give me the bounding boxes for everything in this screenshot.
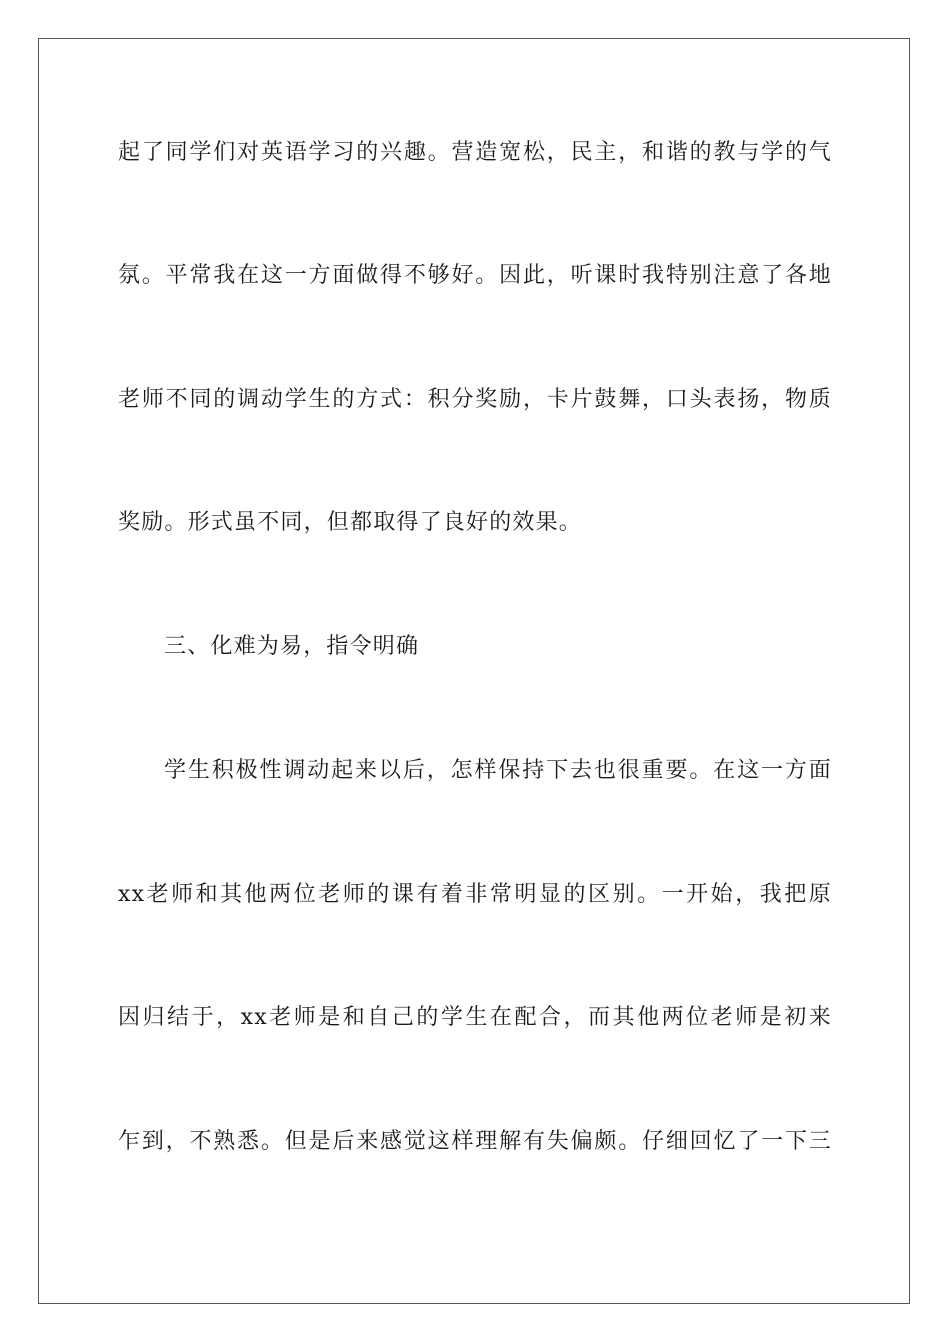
section-heading: 三、化难为易，指令明确: [164, 634, 420, 659]
body-text-line: 因归结于，xx老师是和自己的学生在配合，而其他两位老师是初来: [118, 1005, 832, 1030]
body-text-line: xx老师和其他两位老师的课有着非常明显的区别。一开始，我把原: [118, 882, 832, 907]
page-border: [38, 38, 910, 1304]
body-text-line: 起了同学们对英语学习的兴趣。营造宽松，民主，和谐的教与学的气: [118, 140, 832, 165]
body-text-line: 乍到，不熟悉。但是后来感觉这样理解有失偏颇。仔细回忆了一下三: [118, 1129, 832, 1154]
body-text-line: 奖励。形式虽不同，但都取得了良好的效果。: [118, 510, 583, 535]
paragraph-first-line: 学生积极性调动起来以后，怎样保持下去也很重要。在这一方面: [164, 758, 832, 783]
body-text-line: 老师不同的调动学生的方式：积分奖励，卡片鼓舞，口头表扬，物质: [118, 387, 832, 412]
body-text-line: 氛。平常我在这一方面做得不够好。因此，听课时我特别注意了各地: [118, 263, 832, 288]
